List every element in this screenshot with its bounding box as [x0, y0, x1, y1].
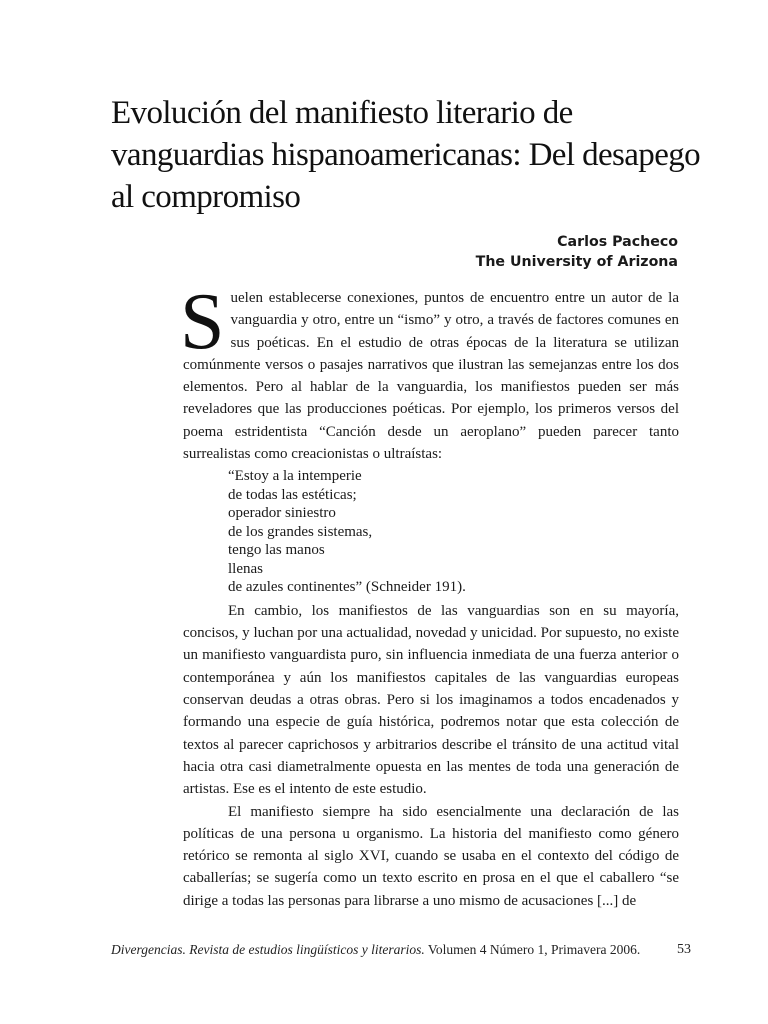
- author-block: [476, 232, 678, 272]
- article-title: Evolución del manifiesto literario de vanguardias hispanoamericanas: Del desapego al compromiso: [111, 95, 701, 215]
- verse-line: operador siniestro: [228, 505, 336, 522]
- paragraph-2: En cambio, los manifiestos de las vanguardias son en su mayoría, concisos, y luchan por una actualidad, novedad y unicidad. Por supuesto, no existe un manifiesto vanguardista puro, sin influencia inmediata de una fuerza anterior o contemporánea y aún los manifiestos capitales de las vanguardias europeas conservan deudas a otras obras. Pero si los imaginamos a todos encadenados y formando una especie de guía histórica, podremos notar que esta colección de textos al parecer caprichosos y arbitrarios describe el tránsito de una actitud vital hacia otra casi diametralmente opuesta en las mentes de toda una generación de artistas. Ese es el intento de este estudio.: [183, 602, 679, 798]
- footer-issue: Volumen 4 Número 1, Primavera 2006.: [424, 942, 641, 957]
- verse-line: llenas: [228, 560, 263, 577]
- drop-cap: S: [180, 278, 225, 366]
- verse-quote: [183, 467, 679, 597]
- paragraph-1: [180, 278, 679, 465]
- page-footer: [111, 942, 691, 958]
- verse-line: “Estoy a la intemperie: [228, 468, 362, 485]
- verse-line: de azules continentes” (Schneider 191).: [228, 579, 466, 596]
- footer-journal: Divergencias. Revista de estudios lingüísticos y literarios.: [111, 942, 425, 957]
- article-body: [180, 278, 679, 912]
- author-affiliation: The University of Arizona: [475, 254, 678, 270]
- verse-line: de todas las estéticas;: [228, 486, 357, 503]
- verse-line: de los grandes sistemas,: [228, 523, 373, 540]
- author-name: Carlos Pacheco: [557, 234, 678, 250]
- paragraph-1-text: uelen establecerse conexiones, puntos de encuentro entre un autor de la vanguardia y otro, entre un “ismo” y otro, a través de factores comunes en sus poéticas. En el estudio de otras épocas de la literatura se utilizan comúnmente versos o pasajes narrativos que ilustran las semejanzas entre los dos elementos. Pero al hablar de la vanguardia, los manifiestos pueden ser más reveladores que las producciones poéticas. Por ejemplo, los primeros versos del poema estridentista “Canción desde un aeroplano” pueden parecer tanto surrealistas como creacionistas o ultraístas:: [183, 290, 679, 463]
- paragraph-3: El manifiesto siempre ha sido esencialmente una declaración de las políticas de una persona u organismo. La historia del manifiesto como género retórico se remonta al siglo XVI, cuando se usaba en el contexto del código de caballerías; se sugería como un texto escrito en prosa en el que el caballero “se dirige a todas las personas para librarse a uno mismo de acusaciones [...] de: [183, 803, 679, 909]
- page-number: 53: [677, 942, 691, 957]
- verse-line: tengo las manos: [228, 542, 325, 559]
